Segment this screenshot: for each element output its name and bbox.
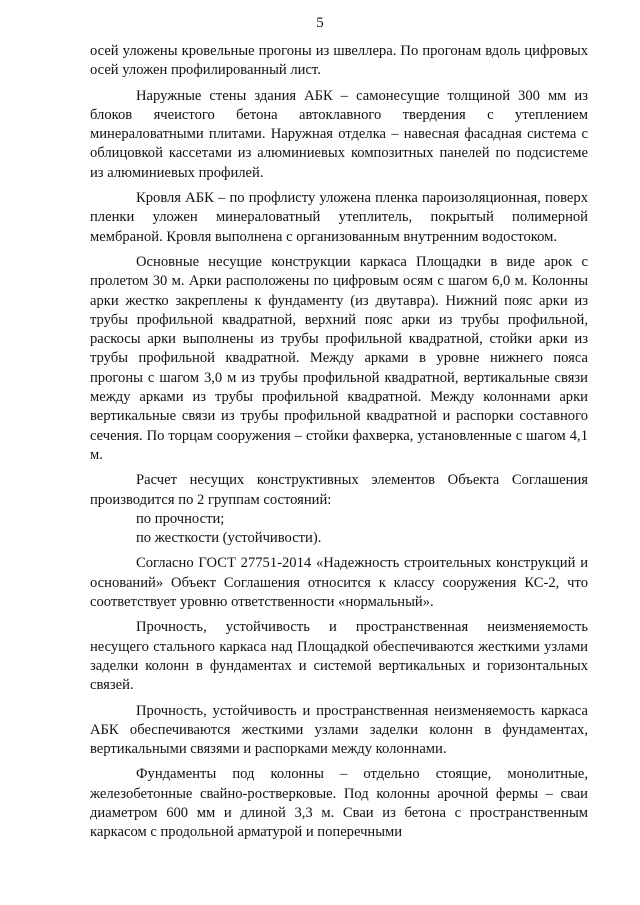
paragraph-gost: Согласно ГОСТ 27751-2014 «Надежность строительных конструкций и оснований» Объект Соглашения относится к классу сооружения КС-2, что соответствует уровню ответственности «нормальный». [90, 555, 588, 611]
page-number: 5 [316, 15, 324, 31]
paragraph-roof-abk: Кровля АБК – по профлисту уложена пленка пароизоляционная, поверх пленки уложен минераловатный утеплитель, покрытый полимерной мембраной. Кровля выполнена с организованным внутренним водостоком. [90, 190, 588, 245]
body-text [90, 42, 588, 843]
paragraph-abk-frame-stability: Прочность, устойчивость и пространственная неизменяемость каркаса АБК обеспечиваются жесткими узлами заделки колонн в фундаментах, вертикальными связями и распорками между колоннами. [90, 702, 588, 758]
list-item-strength: по прочности; [136, 510, 225, 527]
paragraph-arch-structures: Основные несущие конструкции каркаса Площадки в виде арок с пролетом 30 м. Арки расположены по цифровым осям с шагом 6,0 м. Колонны арки жестко закреплены к фундаменту (из двутавра). Нижний пояс арки из трубы профильной квадратной, верхний пояс арки из трубы профильной, раскосы арки выполнены из трубы профильной квадратной, стойки арки из трубы профильной квадратной. Между арками в уровне нижнего пояса прогоны с шагом 3,0 м из трубы профильной квадратной, вертикальные связи между арками из трубы профильной квадратной. Между колоннами арки вертикальные связи из трубы профильной квадратной и распорки составного сечения. По торцам сооружения – стойки фахверка, установленные с шагом 4,1 м. [90, 253, 588, 463]
paragraph-steel-frame-stability: Прочность, устойчивость и пространственная неизменяемость несущего стального каркаса над Площадкой обеспечиваются жесткими узлами заделки колонн в фундаментах и системой вертикальных и горизонтальных связей. [90, 619, 588, 694]
paragraph-foundations: Фундаменты под колонны – отдельно стоящие, монолитные, железобетонные свайно-ростверковые. Под колонны арочной фермы – сваи диаметром 600 мм и длиной 3,3 м. Сваи из бетона с пространственным каркасом с продольной арматурой и поперечными [90, 766, 588, 841]
paragraph-roof-purlins: осей уложены кровельные прогоны из швеллера. По прогонам вдоль цифровых осей уложен профилированный лист. [90, 43, 588, 79]
paragraph-calculation: Расчет несущих конструктивных элементов Объекта Соглашения производится по 2 группам состояний: [90, 472, 588, 508]
list-item-rigidity: по жесткости (устойчивости). [136, 530, 322, 547]
paragraph-external-walls: Наружные стены здания АБК – самонесущие толщиной 300 мм из блоков ячеистого бетона автоклавного твердения с утеплением минераловатными плитами. Наружная отделка – навесная фасадная система с облицовкой кассетами из алюминиевых композитных панелей по подсистеме из алюминиевых профилей. [90, 87, 588, 181]
